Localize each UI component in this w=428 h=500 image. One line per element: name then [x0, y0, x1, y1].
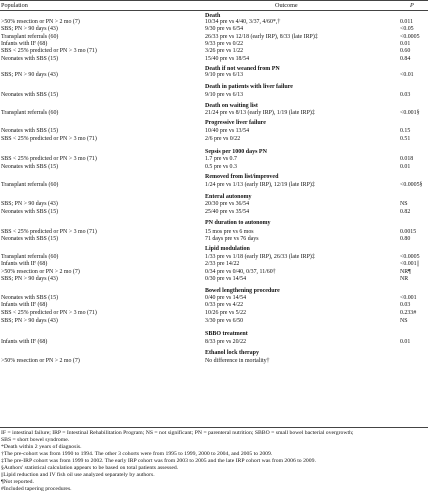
section-title: Bowel lengthening procedure	[205, 288, 280, 294]
outcome-cell: 9/10 pre vs 6/13	[205, 92, 244, 98]
p-value-cell: 0.84	[400, 56, 411, 62]
population-cell: Transplant referrals (60)	[1, 110, 59, 116]
section-title: Death	[205, 13, 221, 19]
population-cell: Infants with IF (68)	[1, 261, 48, 267]
p-value-cell: <0.001||	[400, 261, 419, 267]
section-title: Death on waiting list	[205, 103, 258, 109]
table-row	[0, 182, 428, 189]
population-cell: Infants with IF (68)	[1, 339, 48, 345]
table-row	[0, 358, 428, 365]
table-row	[0, 110, 428, 117]
table-row	[0, 128, 428, 135]
outcome-cell: 9/30 pre vs 6/54	[205, 26, 244, 32]
p-value-cell: 0.011	[400, 19, 414, 25]
table-row	[0, 254, 428, 261]
population-cell: SBS < 25% predicted or PN > 3 mo (71)	[1, 229, 97, 235]
p-value-cell: 0.60	[400, 48, 411, 54]
table-row	[0, 209, 428, 216]
population-cell: >50% resection or PN > 2 mo (7)	[1, 358, 80, 364]
table-row	[0, 19, 428, 26]
outcome-cell: 71 days pre vs 76 days	[205, 236, 259, 242]
table-row	[0, 41, 428, 48]
footnote: IF = intestinal failure; IRP = Intestinal Rehabilitation Program; NS = not significant; PN = parenteral nutrition; SBBO = small bowel bacterial overgrowth;	[1, 430, 354, 436]
outcome-cell: 10/40 pre vs 13/54	[205, 128, 250, 134]
section-title: PN duration to autonomy	[205, 220, 271, 226]
table-row	[0, 310, 428, 317]
section-title: Removed from list/improved	[205, 174, 279, 180]
table-row	[0, 72, 428, 79]
section-title: Death in patients with liver failure	[205, 84, 293, 90]
population-cell: SBS < 25% predicted or PN > 3 mo (71)	[1, 310, 97, 316]
footnote: #Included tapering procedures.	[1, 486, 72, 492]
population-cell: SBS; PN > 90 days (43)	[1, 318, 58, 324]
table-row	[0, 318, 428, 325]
p-value-cell: <0.0005§	[400, 182, 423, 188]
section-title: Ethanol lock therapy	[205, 350, 260, 356]
population-cell: SBS < 25% predicted or PN > 3 mo (71)	[1, 48, 97, 54]
p-value-cell: <0.0005	[400, 254, 420, 260]
population-cell: Neonates with SBS (15)	[1, 128, 59, 134]
outcome-cell: 25/40 pre vs 35/54	[205, 209, 250, 215]
p-value-cell: NR	[400, 276, 409, 282]
table-row	[0, 229, 428, 236]
p-value-cell: 0.018	[400, 156, 414, 162]
table-row	[0, 92, 428, 99]
population-cell: >50% resection or PN > 2 mo (7)	[1, 269, 80, 275]
outcome-cell: 3/30 pre vs 6/50	[205, 318, 244, 324]
table-row	[0, 201, 428, 208]
population-cell: Transplant referrals (60)	[1, 182, 59, 188]
population-cell: Neonates with SBS (15)	[1, 164, 59, 170]
p-value-cell: NS	[400, 201, 408, 207]
outcome-cell: 20/30 pre vs 36/54	[205, 201, 250, 207]
p-value-cell: <0.0005	[400, 34, 420, 40]
p-header: P	[410, 2, 414, 9]
table-row	[0, 261, 428, 268]
p-value-cell: <0.001	[400, 295, 417, 301]
p-value-cell: 0.0015	[400, 229, 417, 235]
p-value-cell: 0.80	[400, 236, 411, 242]
p-value-cell: 0.15	[400, 128, 411, 134]
population-cell: SBS; PN > 90 days (43)	[1, 201, 58, 207]
p-value-cell: 0.82	[400, 209, 411, 215]
section-title: SBBO treatment	[205, 331, 248, 337]
outcome-cell: 21/24 pre vs 8/13 (early IRP), 1/19 (late IRP)‡	[205, 110, 315, 116]
p-value-cell: 0.03	[400, 302, 411, 308]
population-cell: Neonates with SBS (15)	[1, 56, 59, 62]
population-cell: Transplant referrals (60)	[1, 34, 59, 40]
p-value-cell: 0.01	[400, 339, 411, 345]
population-cell: SBS < 25% predicted or PN > 3 mo (71)	[1, 156, 97, 162]
outcome-cell: No difference in mortality†	[205, 358, 270, 364]
p-value-cell: 0.51	[400, 136, 411, 142]
outcome-cell: 3/26 pre vs 1/22	[205, 48, 244, 54]
table-row	[0, 48, 428, 55]
outcome-cell: 2/33 pre 14/22	[205, 261, 240, 267]
p-value-cell: 0.03	[400, 92, 411, 98]
outcome-cell: 9/10 pre vs 6/13	[205, 72, 244, 78]
outcome-cell: 10/26 pre vs 5/22	[205, 310, 247, 316]
table-row	[0, 26, 428, 33]
outcome-header: Outcome	[275, 2, 298, 9]
p-value-cell: NR¶	[400, 269, 411, 275]
section-title: Death if not weaned from PN	[205, 66, 280, 72]
p-value-cell: 0.233#	[400, 310, 417, 316]
section-title: Enteral autonomy	[205, 194, 252, 200]
footnote: *Death within 2 years of diagnosis.	[1, 444, 82, 450]
outcome-cell: 0/30 pre vs 14/54	[205, 276, 247, 282]
section-title: Progressive liver failure	[205, 120, 266, 126]
outcome-cell: 0/40 pre vs 14/54	[205, 295, 247, 301]
population-cell: >50% resection or PN > 2 mo (7)	[1, 19, 80, 25]
outcome-cell: 9/33 pre vs 0/22	[205, 41, 244, 47]
outcome-cell: 15/40 pre vs 18/54	[205, 56, 250, 62]
p-value-cell: <0.01	[400, 72, 414, 78]
population-header: Population	[1, 2, 28, 9]
section-title: Lipid modulation	[205, 246, 250, 252]
table-row	[0, 136, 428, 143]
footnote: ||Lipid reduction and IV fish oil use analyzed separately by authors.	[1, 472, 155, 478]
population-cell: SBS; PN > 90 days (43)	[1, 276, 58, 282]
population-cell: Neonates with SBS (15)	[1, 295, 59, 301]
population-cell: SBS; PN > 90 days (43)	[1, 26, 58, 32]
footnote: ¶Not reported.	[1, 479, 34, 485]
table-row	[0, 276, 428, 283]
table-row	[0, 56, 428, 63]
outcome-cell: 2/6 pre vs 0/22	[205, 136, 241, 142]
p-value-cell: 0.01	[400, 164, 411, 170]
population-cell: SBS; PN > 90 days (43)	[1, 72, 58, 78]
population-cell: Transplant referrals (60)	[1, 254, 59, 260]
outcome-cell: 0/34 pre vs 0/40, 0/37, 11/60†	[205, 269, 276, 275]
section-title: Sepsis per 1000 days PN	[205, 149, 267, 155]
table-row	[0, 164, 428, 171]
table-row	[0, 269, 428, 276]
population-cell: Infants with IF (68)	[1, 302, 48, 308]
footnote: §Authors' statistical calculation appears to be based on total patients assessed.	[1, 465, 179, 471]
table-row	[0, 295, 428, 302]
p-value-cell: <0.001§	[400, 110, 420, 116]
table-bottom-rule	[0, 427, 428, 428]
outcome-cell: 10/34 pre vs 4/40, 3/37, 4/60*,†	[205, 19, 281, 25]
table-row	[0, 34, 428, 41]
table-header	[0, 0, 428, 11]
p-value-cell: 0.01	[400, 41, 411, 47]
outcome-cell: 0.5 pre vs 0.3	[205, 164, 237, 170]
outcome-cell: 26/33 pre vs 12/18 (early IRP), 8/33 (late IRP)‡	[205, 34, 318, 40]
outcome-cell: 8/33 pre vs 20/22	[205, 339, 247, 345]
population-cell: Neonates with SBS (15)	[1, 236, 59, 242]
population-cell: SBS < 25% predicted or PN > 3 mo (71)	[1, 136, 97, 142]
footnote: ‡The pre-IRP cohort was from 1999 to 2002. The early IRP cohort was from 2003 to 2005 and the late IRP cohort was from 2006 to 2009.	[1, 458, 316, 464]
footnote: SBS = short bowel syndrome.	[1, 437, 70, 443]
population-cell: Neonates with SBS (15)	[1, 209, 59, 215]
table-row	[0, 302, 428, 309]
footnote: †The pre-cohort was from 1990 to 1994. The other 3 cohorts were from 1995 to 1999, 2000 to 2004, and 2005 to 2009.	[1, 451, 273, 457]
outcome-cell: 1.7 pre vs 0.7	[205, 156, 237, 162]
population-cell: Infants with IF (68)	[1, 41, 48, 47]
table-row	[0, 156, 428, 163]
p-value-cell: NS	[400, 318, 408, 324]
outcome-cell: 1/33 pre vs 1/18 (early IRP), 26/33 (late IRP)‡	[205, 254, 315, 260]
outcome-cell: 1/24 pre vs 1/13 (early IRP), 12/19 (late IRP)‡	[205, 182, 315, 188]
population-cell: Neonates with SBS (15)	[1, 92, 59, 98]
outcome-cell: 15 mos pre vs 6 mos	[205, 229, 254, 235]
table-row	[0, 236, 428, 243]
p-value-cell: <0.05	[400, 26, 414, 32]
outcome-cell: 0/33 pre vs 4/22	[205, 302, 244, 308]
table-row	[0, 339, 428, 346]
